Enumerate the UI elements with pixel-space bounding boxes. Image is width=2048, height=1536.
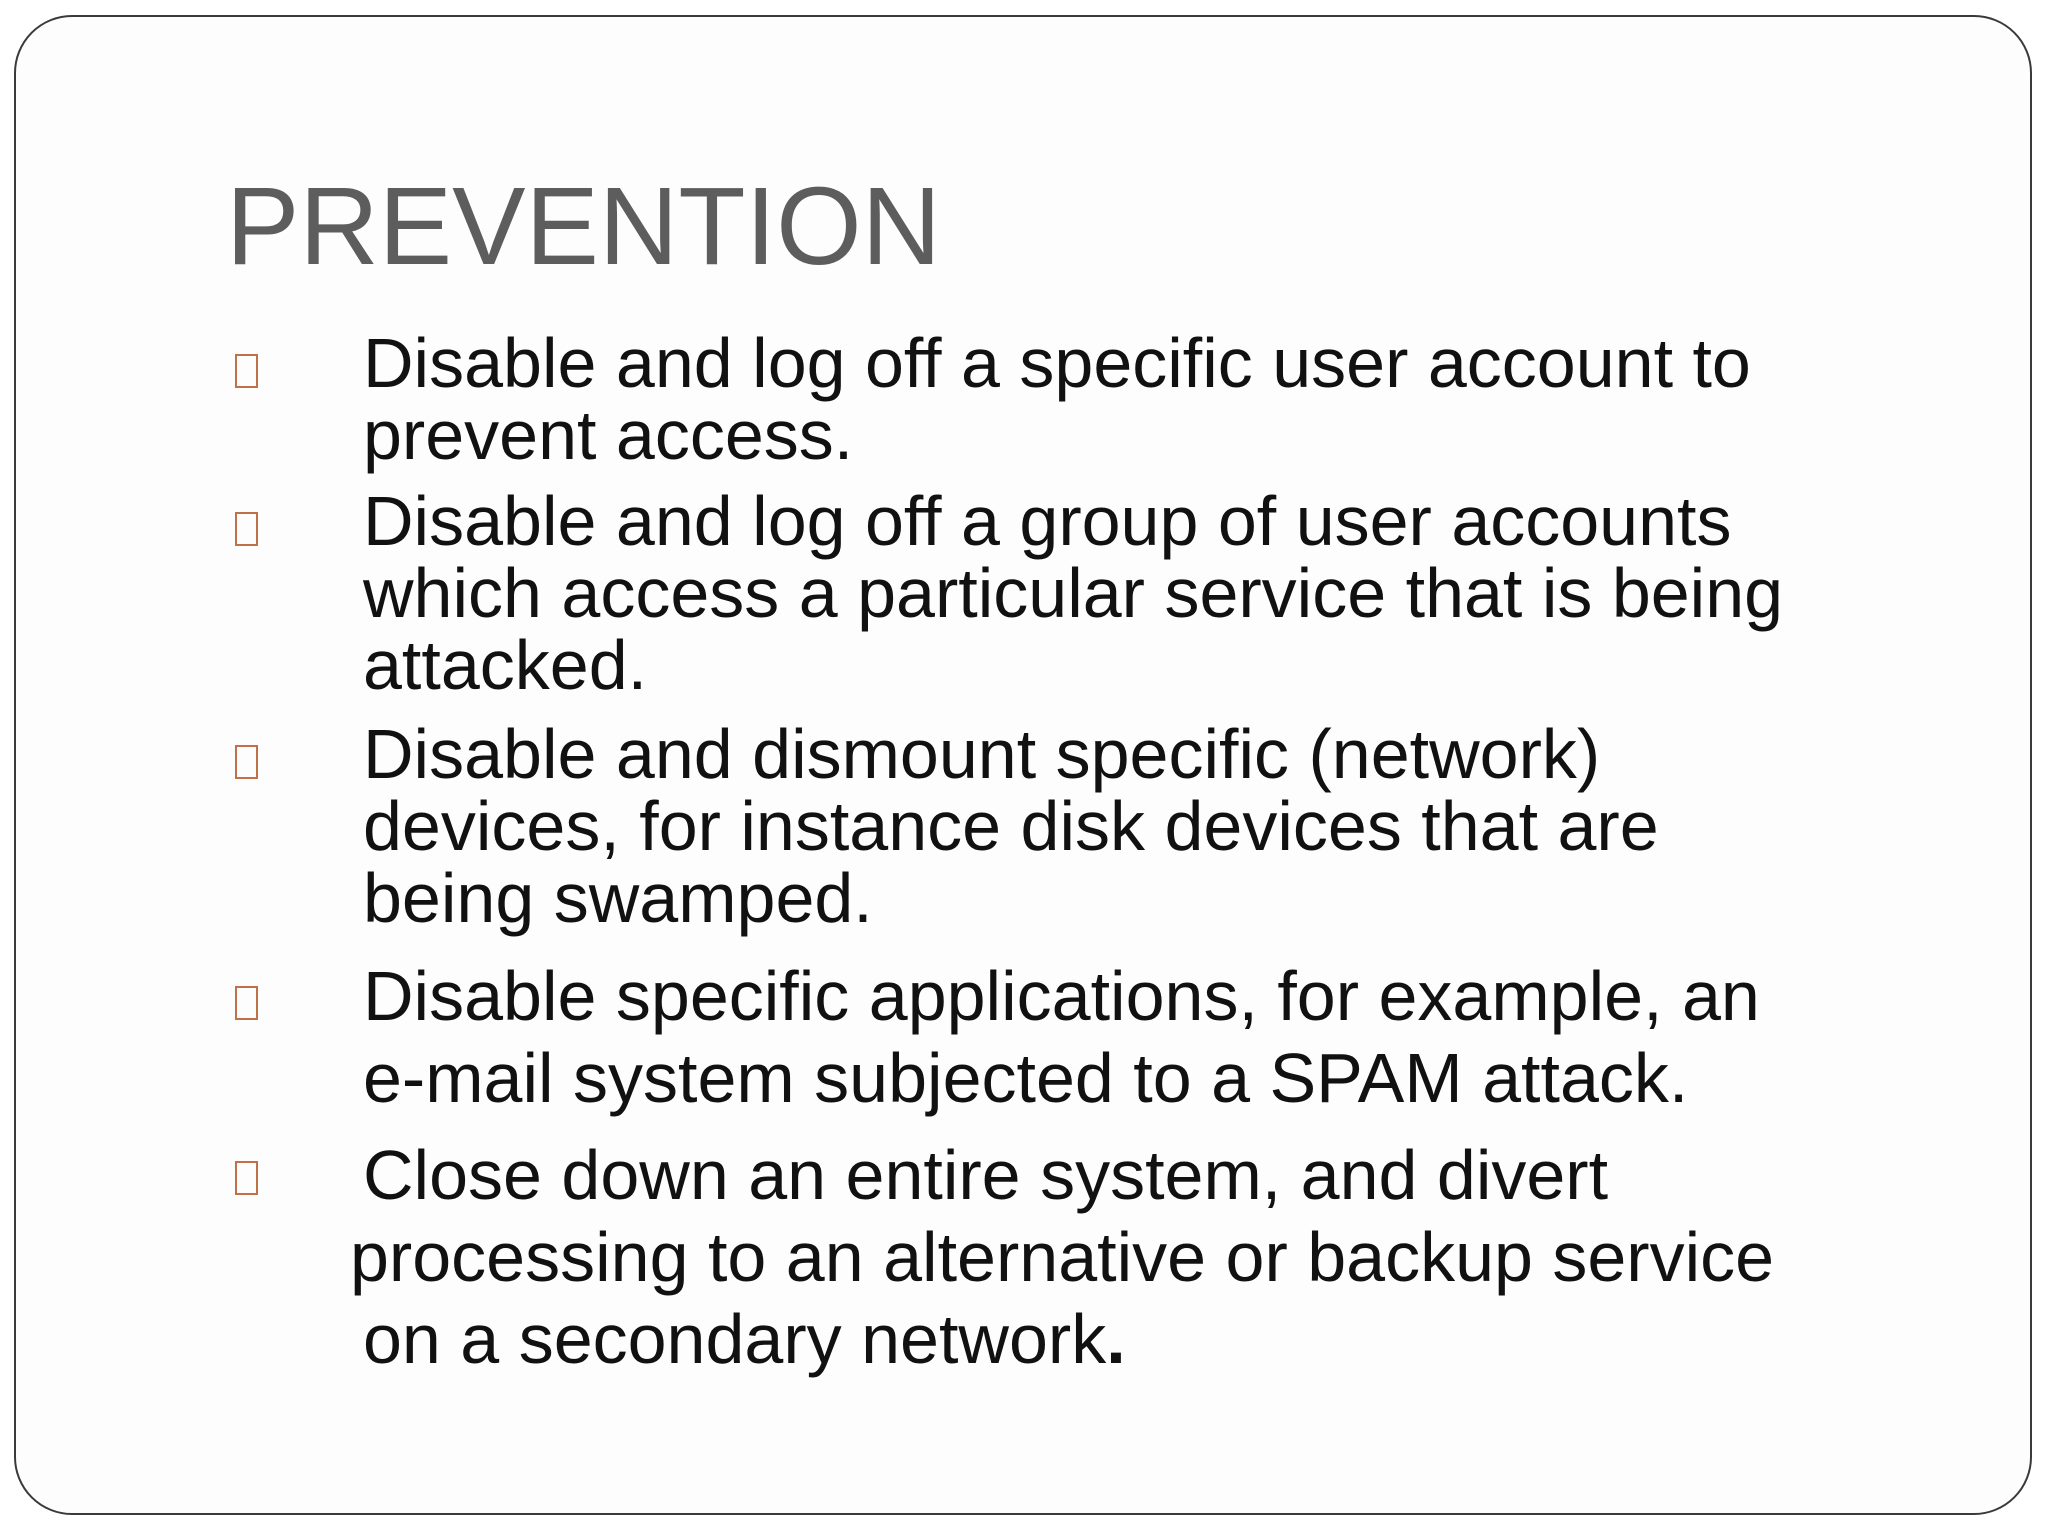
bullet-line: processing to an alternative or backup service [350, 1218, 1775, 1296]
bullet-period: . [1106, 1300, 1126, 1378]
square-bullet-icon [235, 354, 258, 388]
bullet-line-text: on a secondary network [363, 1300, 1107, 1378]
bullet-line: Close down an entire system, and divert [363, 1136, 1609, 1214]
bullet-text [350, 1134, 1923, 1380]
square-bullet-icon [235, 512, 258, 546]
bullet-text: Disable and log off a specific user account to prevent access. [363, 324, 1751, 474]
bullet-text: Disable and log off a group of user accounts which access a particular service that is being attacked. [363, 482, 1784, 704]
slide-title: PREVENTION [226, 165, 942, 288]
square-bullet-icon [235, 745, 258, 779]
bullet-line [363, 1298, 1923, 1380]
bullet-text: Disable specific applications, for example, an e-mail system subjected to a SPAM attack. [363, 957, 1760, 1117]
square-bullet-icon [235, 1161, 258, 1195]
square-bullet-icon [235, 986, 258, 1020]
bullet-text: Disable and dismount specific (network) devices, for instance disk devices that are being swamped. [363, 715, 1659, 937]
